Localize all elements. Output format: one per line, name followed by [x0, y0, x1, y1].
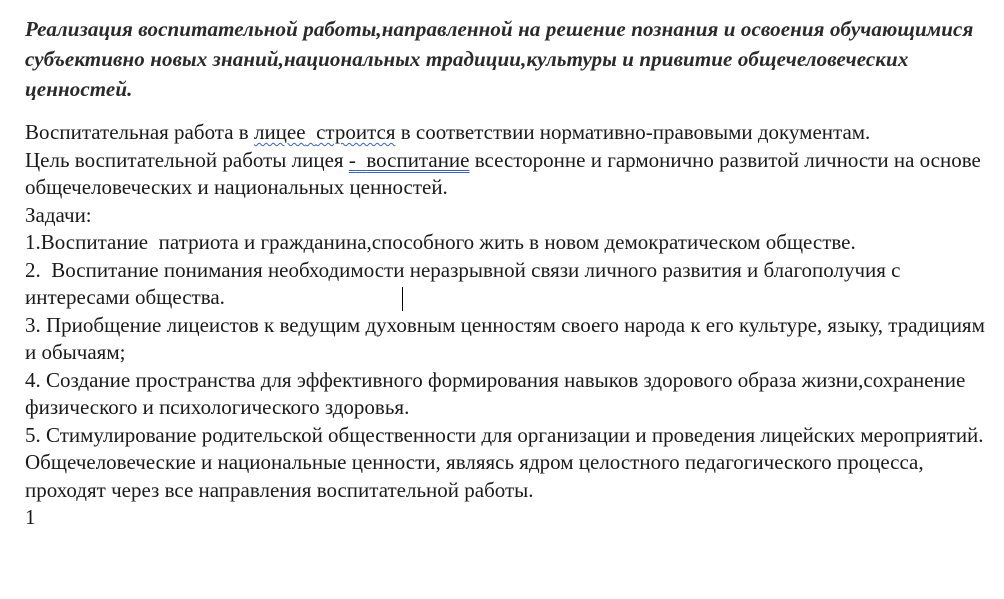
next-line-partial — [25, 504, 985, 529]
spellcheck-underlined-word: лицее — [253, 120, 306, 144]
paragraph-closing: Общечеловеческие и национальные ценности, являясь ядром целостного педагогического процесса, проходят через все направления воспитательной работы. — [25, 450, 924, 502]
task-item-5: 5. Стимулирование родительской общественности для организации и проведения лицейских мероприятий. — [25, 422, 984, 447]
task-item-1: 1.Воспитание патриота и гражданина,способного жить в новом демократическом обществе. — [25, 230, 856, 254]
document-heading: Реализация воспитательной работы,направленной на решение познания и освоения обучающимися субъективно новых знаний,национальных традиции,культуры и привитие общечеловеческих ценностей. — [25, 17, 974, 101]
grammar-underlined-dash: - — [348, 147, 356, 172]
document-page[interactable] — [25, 14, 985, 529]
text-segment: в соответствии нормативно-правовыми документам. — [395, 120, 871, 144]
spellcheck-underlined-gap — [306, 120, 317, 144]
paragraph-intro — [25, 119, 985, 147]
task-item-4: 4. Создание пространства для эффективного формирования навыков здорового образа жизни,сохранение физического и психологического здоровья. — [25, 367, 966, 419]
text-segment: Воспитательная работа в — [25, 120, 254, 144]
task-item-2: 2. Воспитание понимания необходимости неразрывной связи личного развития и благополучия с интересами общества. — [25, 257, 906, 309]
task-item-3: 3. Приобщение лицеистов к ведущим духовным ценностям своего народа к его культуре, языку, традициям и обычаям; — [25, 312, 985, 364]
grammar-underlined-word: воспитание — [366, 147, 470, 172]
document-body[interactable] — [25, 119, 985, 529]
tasks-label: Задачи: — [25, 202, 92, 227]
text-segment: Цель воспитательной работы лицея — [25, 147, 349, 172]
text-cursor — [402, 287, 403, 311]
text-segment: всесторонне и гармонично развитой личности на основе общечеловеческих и национальных ценностей. — [25, 147, 981, 199]
grammar-underlined-gap — [356, 148, 367, 172]
paragraph-goal — [25, 147, 985, 202]
next-line-text: 1 — [25, 505, 36, 529]
spellcheck-underlined-word: строится — [316, 120, 396, 144]
